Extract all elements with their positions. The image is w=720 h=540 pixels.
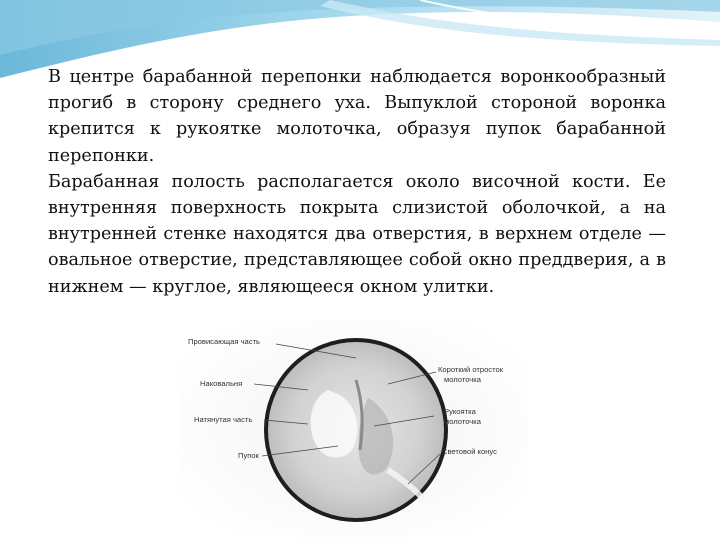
label-short-process-1: Короткий отросток xyxy=(438,365,504,374)
paragraph-2: Барабанная полость располагается около височной кости. Ее внутренняя поверхность покрыта слизистой оболочкой, а на внутренней стенке находятся два отверстия, в верхнем отделе — овальное отверстие, представляющее собой окно преддверия, а в нижнем — круглое, являющееся окном улитки. xyxy=(48,171,666,297)
body-text xyxy=(48,64,666,300)
label-handle-2: молоточка xyxy=(444,417,481,426)
label-pars-flaccida: Провисающая часть xyxy=(188,337,260,346)
label-short-process-2: молоточка xyxy=(444,375,481,384)
eardrum-figure xyxy=(178,320,528,538)
label-umbo: Пупок xyxy=(238,451,259,460)
label-handle-1: Рукоятка xyxy=(444,407,476,416)
label-pars-tensa: Натянутая часть xyxy=(194,415,253,424)
label-annulus: Наковальня xyxy=(200,379,243,388)
label-light-cone: Световой конус xyxy=(442,447,497,456)
paragraph-1: В центре барабанной перепонки наблюдается воронкообразный прогиб в сторону среднего уха. Выпуклой стороной воронка крепится к рукоятке молоточка, образуя пупок барабанной перепонки. xyxy=(48,67,666,166)
eardrum-illustration xyxy=(178,320,528,538)
